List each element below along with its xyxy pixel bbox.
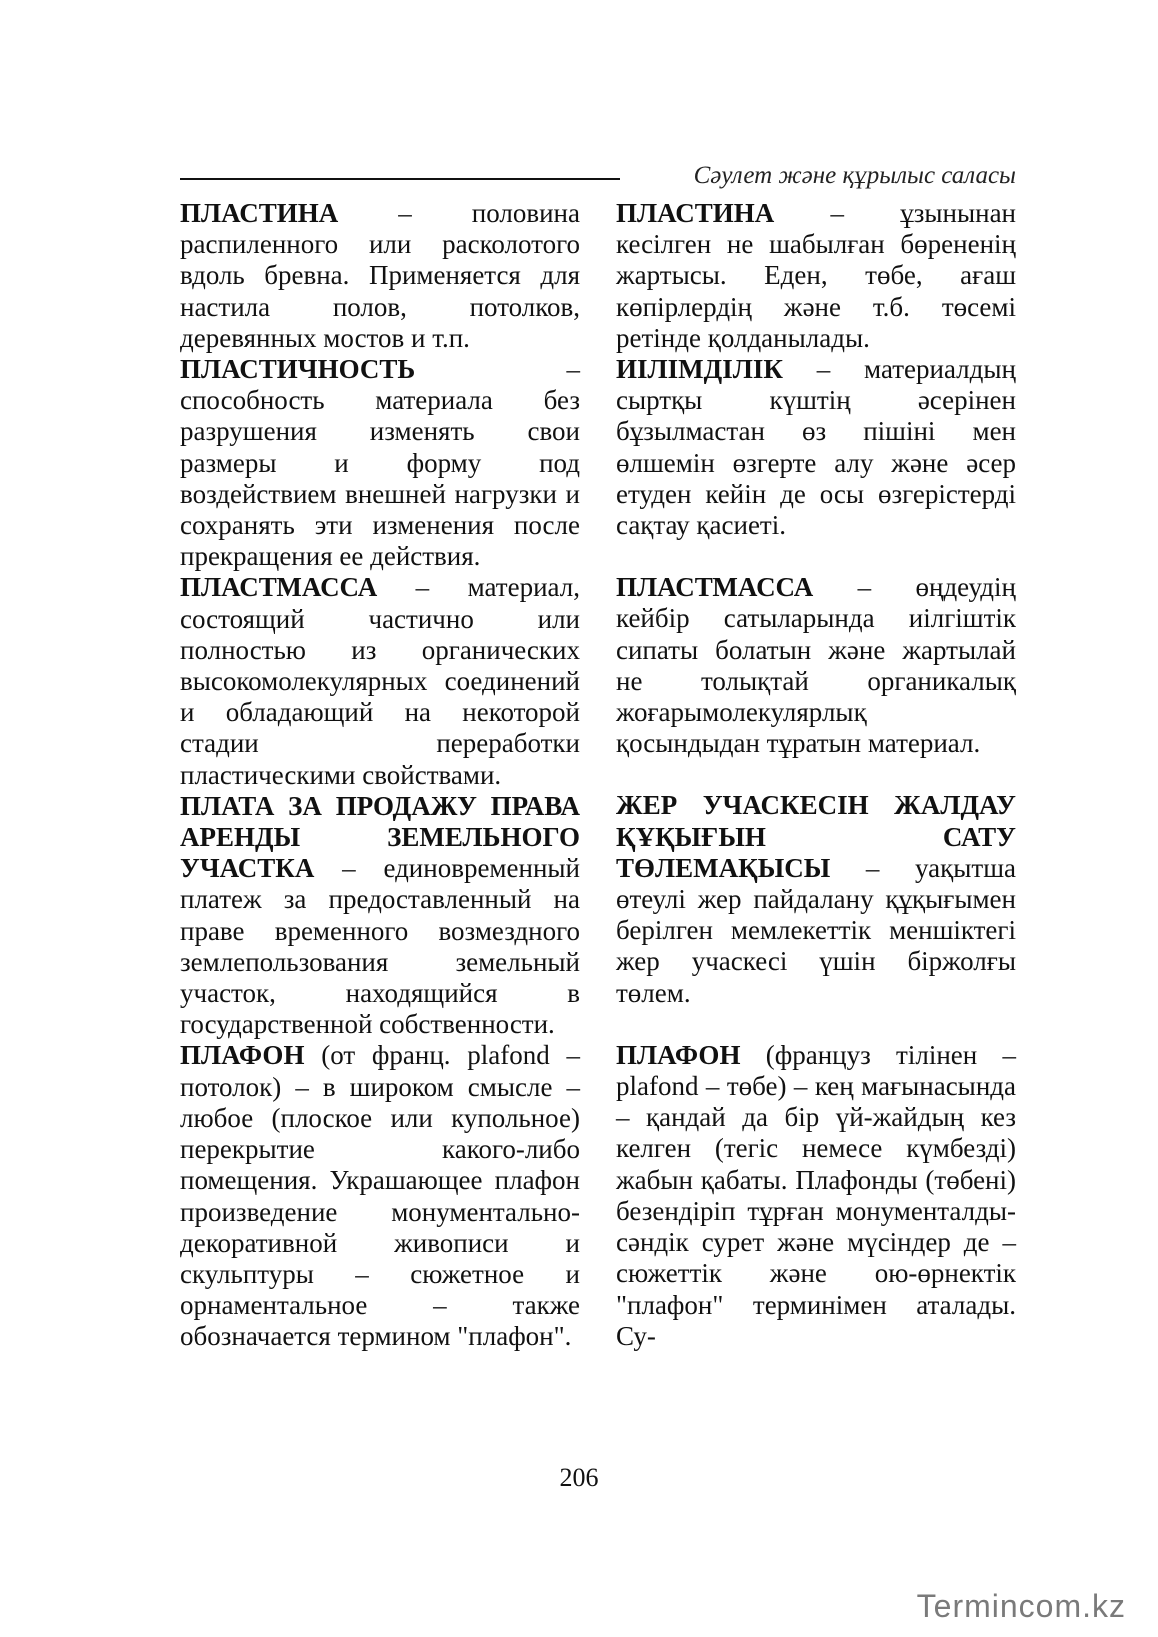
entry-plafon-kz bbox=[616, 1040, 1016, 1352]
entry-definition: (от франц. plafond – потолок) – в широком смысле – любое (плоское или купольное) перекрытие какого-либо помещения. Украшающее плафон произведение монументально-декоративной живописи и скульптуры – сюжетное и орнаментальное – также обозначается термином "плафон". bbox=[180, 1040, 580, 1352]
entry-term: ПЛАФОН bbox=[180, 1040, 305, 1071]
entry-plastina-kz bbox=[616, 198, 1016, 354]
entry-term: ПЛАСТМАССА bbox=[616, 572, 814, 603]
kazakh-column bbox=[616, 198, 1016, 1352]
termincom-logo: Termincom.kz bbox=[916, 1588, 1126, 1624]
header-rule bbox=[180, 178, 620, 180]
page-number: 206 bbox=[559, 1463, 599, 1492]
entry-term: ЖЕР УЧАСКЕСІН ЖАЛДАУ ҚҰҚЫҒЫН САТУ ТӨЛЕМАҚЫСЫ bbox=[616, 790, 1016, 883]
entry-plata-ru bbox=[180, 791, 580, 1041]
running-header: Сәулет және құрылыс саласы bbox=[693, 162, 1016, 189]
entry-term: ИІЛІМДІЛІК bbox=[616, 354, 783, 385]
entry-plafon-ru bbox=[180, 1040, 580, 1352]
entry-iilimdilik-kz bbox=[616, 354, 1016, 541]
entry-definition: – материалдың сыртқы күштің әсерінен бұзылмастан өз пішіні мен өлшемін өзгерте алу және әсер етуден кейін де осы өзгерістерді сақтау қасиеті. bbox=[616, 354, 1016, 541]
russian-column bbox=[180, 198, 580, 1353]
entry-term: ПЛАСТИНА bbox=[180, 198, 339, 228]
entry-term: ПЛАСТМАССА bbox=[180, 572, 378, 603]
entry-definition: – половина распиленного или расколотого вдоль бревна. Применяется для настила полов, потолков, деревянных мостов и т.п. bbox=[180, 198, 580, 353]
entry-zher-uchaskesin-kz bbox=[616, 790, 1016, 1008]
entry-definition: – өңдеудің кейбір сатыларында иілгіштік сипаты болатын және жартылай не толықтай органикалық жоғарымолекулярлық қосындыдан тұратын материал. bbox=[616, 572, 1016, 759]
entry-term: ПЛАФОН bbox=[616, 1039, 741, 1070]
entry-definition: (француз тілінен – plafond – төбе) – кең мағынасында – қандай да бір үй-жайдың кез келген (тегіс немесе күмбезді) жабын қабаты. Плафонды (төбені) безендіріп тұрған монументалды-сәндік сурет және мүсіндер де – сюжеттік және ою-өрнектік "плафон" терминімен аталады. Су- bbox=[616, 1039, 1016, 1351]
entry-term: ПЛАСТИЧНОСТЬ bbox=[180, 354, 416, 385]
entry-definition: – материал, состоящий частично или полностью из органических высокомолекулярных соединений и обладающий на некоторой стадии переработки пластическими свойствами. bbox=[180, 572, 580, 790]
entry-plastmassa-ru bbox=[180, 572, 580, 790]
entry-definition: – уақытша өтеулі жер пайдалану құқығымен берілген мемлекеттік меншіктегі жер учаскесі үшін біржолғы төлем. bbox=[616, 852, 1016, 1008]
entry-definition: – единовременный платеж за предоставленный на праве временного возмездного землепользования земельный участок, находящийся в государственной собственности. bbox=[180, 853, 580, 1040]
entry-plastina-ru bbox=[180, 198, 580, 354]
entry-term: ПЛАСТИНА bbox=[616, 198, 775, 228]
entry-plastichnost-ru bbox=[180, 354, 580, 572]
entry-definition: – ұзынынан кесілген не шабылған бөрененің жартысы. Еден, төбе, ағаш көпірлердің және т.б. төсемі ретінде қолданылады. bbox=[616, 198, 1016, 353]
entry-plastmassa-kz bbox=[616, 572, 1016, 759]
entry-term: ПЛАТА ЗА ПРОДАЖУ ПРАВА АРЕНДЫ ЗЕМЕЛЬНОГО УЧАСТКА bbox=[180, 790, 580, 884]
entry-definition: – способность материала без разрушения изменять свои размеры и форму под воздействием внешней нагрузки и сохранять эти изменения после прекращения ее действия. bbox=[180, 354, 580, 572]
